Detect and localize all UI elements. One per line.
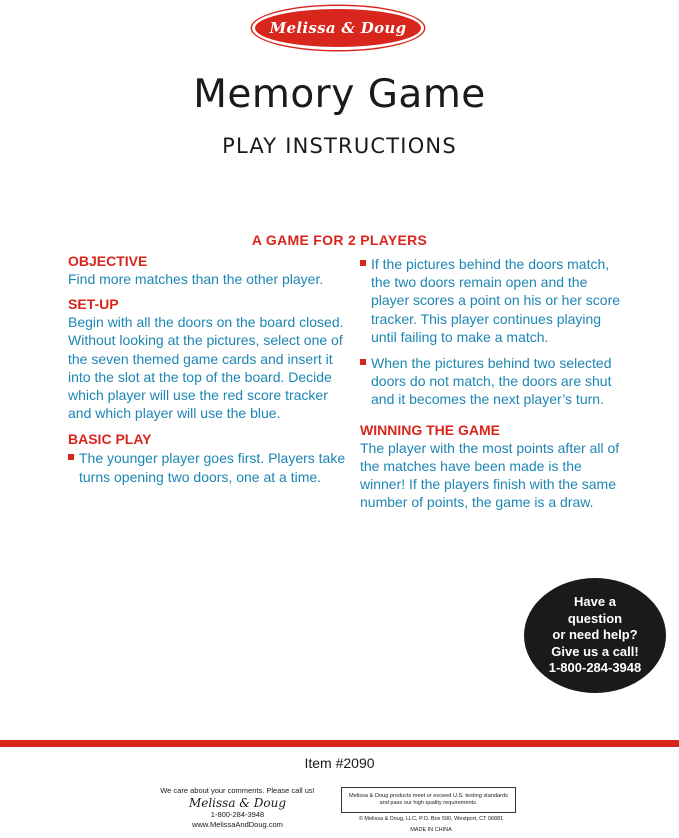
players-heading: A GAME FOR 2 PLAYERS [251,232,428,248]
help-line-1: Have a [574,594,616,610]
right-column [360,255,622,511]
footer-comments: We care about your comments. Please call us! [160,786,315,795]
page-subtitle: PLAY INSTRUCTIONS [222,134,457,158]
help-callout [524,578,666,693]
setup-text: Begin with all the doors on the board closed. Without looking at the pictures, select one of the seven themed game cards and insert it into the slot at the top of the board. Decide which player will use the red score tracker and which player will use the blue. [68,314,344,422]
logo-text: Melissa & Doug [269,19,407,37]
objective-text: Find more matches than the other player. [68,271,324,287]
help-phone: 1-800-284-3948 [548,660,642,676]
help-line-3: or need help? [552,627,638,643]
basic-play-bullet-2: If the pictures behind the doors match, the two doors remain open and the player scores a point on his or her score tracker. This player continues playing until failing to make a match. [360,255,622,346]
help-line-4: Give us a call! [551,643,639,659]
setup-heading: SET-UP [68,296,119,313]
brand-logo [252,6,424,50]
help-line-2: question [567,610,623,626]
footer-contact [150,786,325,830]
made-in: MADE IN CHINA [410,827,452,833]
safety-notice [341,787,516,813]
footer-logo: Melissa & Doug [188,796,287,810]
item-number: Item #2090 [304,755,375,771]
basic-play-bullet-1: The younger player goes first. Players take turns opening two doors, one at a time. [68,449,350,485]
footer-website: www.MelissaAndDoug.com [192,820,283,829]
winning-text: The player with the most points after all of the matches have been made is the winner! If the players finish with the same number of points, the game is a draw. [360,439,620,511]
objective-heading: OBJECTIVE [68,253,148,269]
basic-play-bullet-3: When the pictures behind two selected doors do not match, the doors are shut and it becomes the next player’s turn. [360,354,622,409]
footer-divider [0,740,679,747]
page-title: Memory Game [193,72,486,117]
copyright: © Melissa & Doug, LLC, P.O. Box 590, Westport, CT 06881 [358,816,504,822]
footer-phone: 1-800-284-3948 [210,810,265,819]
basic-play-heading: BASIC PLAY [68,431,152,448]
left-column [68,252,350,486]
safety-text: Melissa & Doug products meet or exceed U.S. testing standards and pass our high quality requirements. [349,793,508,806]
winning-heading: WINNING THE GAME [360,421,500,438]
